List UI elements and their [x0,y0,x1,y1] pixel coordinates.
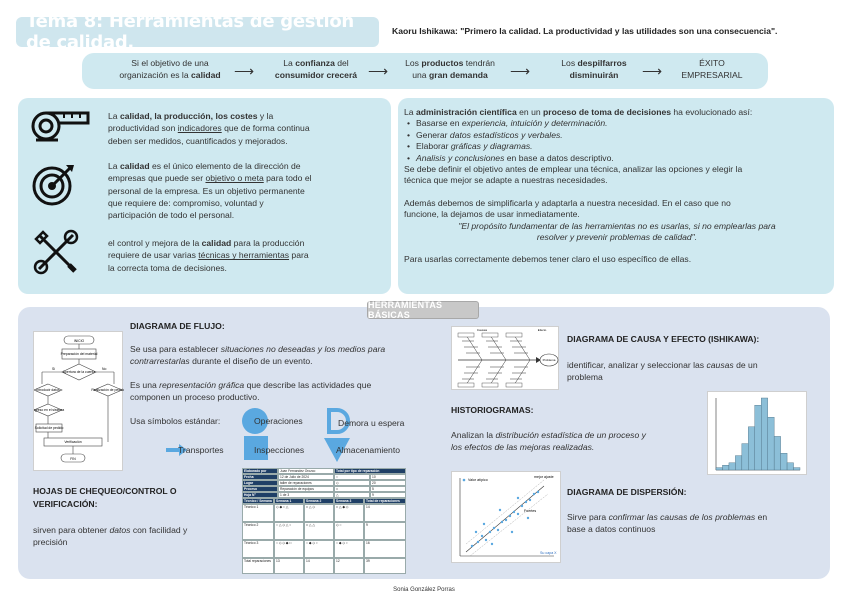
table-row [242,522,406,540]
quote-line-2: resolver y prevenir problemas de calidad". [536,232,698,243]
chequeo-text: sirven para obtener datos con facilidad y precisión [33,525,188,547]
flow-step-3: Los productos tendrán una gran demanda [405,58,495,80]
demora-label: Demora u espera [338,418,405,428]
almacenamiento-label: Almacenamiento [336,445,401,455]
table-cell: ◇ ○ [334,522,364,540]
evolution-list [404,118,830,164]
table-cell: Total de reparaciones [364,498,406,504]
list-item: • Analisis y conclusiones en base a datos descriptivo. [404,153,830,164]
check-sheet-table [242,468,406,572]
table-cell: 10 [370,474,406,480]
histo-bar [748,427,754,470]
thumb-no-label: No [102,367,107,371]
thumb-step-label: Ingreso en el sistema [34,408,65,412]
list-item: • Basarse en experiencia, intuición y determinación. [404,118,830,129]
thumb-strong-label: Fuertes [524,509,537,513]
table-cell: 13 [274,558,304,574]
tools-icon [33,229,79,277]
table-cell: Total reparaciones [242,558,274,574]
ishikawa-text: identificar, analizar y seleccionar las causas de un problema [567,360,758,382]
histo-title: HISTORIOGRAMAS: [451,405,534,415]
title-banner [16,11,379,53]
table-cell: 16 [364,540,406,558]
arrow-right-icon: ⟶ [368,63,389,79]
table-cell: Técnico 2 [242,522,274,540]
author-footer: Sonia González Porras [393,587,455,593]
table-cell: □ [334,486,370,492]
list-item: • Elaborar gráficas y diagramas. [404,141,830,152]
table-row [242,558,406,574]
flow-step-5: ÉXITO EMPRESARIAL [681,58,743,80]
thumb-causes-label: Causas [476,328,488,332]
flow-banner [82,53,768,89]
page-title: Tema 8: Herramientas de gestión de calidad. [26,11,354,53]
flow-step-4: Los despilfarros disminuirán [561,58,627,80]
table-cell: Técnico 1 [242,504,274,522]
table-cell: 12 [334,558,364,574]
table-cell: 39 [364,558,406,574]
table-cell: Semana 1 [274,498,304,504]
table-cell: Fecha [242,474,278,480]
inspecciones-label: Inspecciones [254,445,305,455]
flujo-text-1: Se usa para establecer situaciones no deseadas y los medios para contrarrestarlas durante el diseño de un evento. [130,344,386,366]
table-cell: Lugar [242,480,278,486]
thumb-effect-label: Efecto [537,328,547,332]
dispersion-title: DIAGRAMA DE DISPERSIÓN: [567,487,687,497]
thumb-yes-label: Sí [52,367,56,371]
arrow-right-icon: ⟶ [234,63,255,79]
table-cell: □ △ ◇ [304,504,334,522]
histo-bar [742,444,748,470]
table-cell: 14 [304,558,334,574]
table-cell: Reparación de equipos [278,486,334,492]
flujo-symbols-label: Usa símbolos estándar: [130,416,221,426]
tools-text: el control y mejora de la calidad para la producción requiere de usar varias técnicas y herramientas para la correcta toma de decisiones. [108,238,309,273]
table-cell: Técnico / Semana [242,498,274,504]
table-cell: Semana 2 [304,498,334,504]
histo-bar [735,456,741,470]
quote-line-1: "El propósito fundamentar de las herramientas no es usarlas, si no emplearlas para [458,220,776,231]
thumb-step-label: Solicitud de pedido [34,426,64,430]
ishikawa-title: DIAGRAMA DE CAUSA Y EFECTO (ISHIKAWA): [567,334,760,344]
dispersion-text: Sirve para confirmar las causas de los problemas en base a datos continuos [567,512,768,534]
table-cell: Total por tipo de reparación [334,468,406,474]
table-cell: ○ ◆ ◇ ○ [304,540,334,558]
table-cell: 14 [364,504,406,522]
histo-bar [722,465,728,470]
histo-bar [755,405,761,470]
histo-bar [716,468,722,470]
table-cell: Proceso [242,486,278,492]
table-cell: Hoja N° [242,492,278,498]
measuring-tape-icon [30,109,92,145]
table-cell: ◇ ◆ ○ △ [274,504,304,522]
target-icon [32,161,76,209]
flujo-text-2: Es una representación gráfica que describe las actividades que componen un proceso productivo. [130,380,372,402]
arrow-right-icon: ⟶ [510,63,531,79]
histo-bar [729,463,735,470]
thumb-start-label: INICIO [73,339,85,343]
histo-bar [774,436,780,470]
table-cell: taller de reparaciones [278,480,334,486]
transportes-label: Transportes [178,445,224,455]
table-row [242,504,406,522]
table-cell: Técnico 3 [242,540,274,558]
thumb-decision-label: Apertura de la cuenta [62,370,96,374]
list-item: • Generar datos estadísticos y verbales. [404,130,830,141]
scientific-admin-text: La administración científica en un proceso de toma de decisiones ha evolucionado así: • Basarse en experiencia, intuición y determinación. • Generar datos estadísticos y verbales. • Elaborar gráficas y diagramas. • Analisis y conclusiones en base a datos descriptivo. Se debe definir el objetivo antes de emplear una técnica, analizar las opciones y elegir la técnica que mejor se adapte a nuestras necesidades. Además debemos de simplificarla y adaptarla a nuestra necesidad. En el caso que no funcione, la dejamos de usar inmediatamente. "El propósito fundamentar de las herramientas no es usarlas, si no emplearlas para resolver y prevenir problemas de calidad". Para usarlas correctamente debemos tener claro el uso específico de ellas. [404,107,830,266]
histo-bar [794,468,800,470]
table-cell: 12 de Julio de 2024 [278,474,334,480]
thumb-step-label: Verificación [64,440,82,444]
table-cell: △ [334,492,370,498]
section-tag: HERRAMIENTAS BÁSICAS [367,301,479,319]
histo-text: Analizan la distribución estadística de un proceso y los efectos de las mejoras realizadas. [451,430,646,452]
flujo-title: DIAGRAMA DE FLUJO: [130,321,225,331]
table-cell: 9 [370,492,406,498]
chequeo-title-1: HOJAS DE CHEQUEO/CONTROL O [33,486,177,496]
table-cell: ◇ [334,480,370,486]
ishikawa-thumbnail [451,326,559,390]
table-cell: 5 [370,486,406,492]
thumb-step-label: Preparación del material [60,352,98,356]
flow-step-1: Si el objetivo de una organización es la calidad [119,58,221,80]
table-cell: ○ ◇ ◇ ◆ □ [274,540,304,558]
table-cell: Juan Fernandez Orozco [278,468,334,474]
histo-bar [787,463,793,470]
histo-bar [768,417,774,470]
table-cell: 9 [364,522,406,540]
table-cell: □ △ △ [304,522,334,540]
table-cell: ○ [334,474,370,480]
arrow-right-icon: ⟶ [642,63,663,79]
histo-bar [761,398,767,470]
flow-step-2: La confianza del consumidor crecerá [274,58,358,80]
thumb-end-label: FIN [70,457,76,461]
chequeo-title-2: VERIFICACIÓN: [33,499,98,509]
histo-bar [781,453,787,470]
table-cell: Elaborado por [242,468,278,474]
thumb-problem-label: Problema [542,358,556,362]
flowchart-thumbnail [33,331,123,471]
thumb-axis-label: Su capa X [540,551,557,555]
table-cell: ○ ◆ ◇ ○ [334,540,364,558]
table-cell: Semana 3 [334,498,364,504]
table-row [242,540,406,558]
table-cell: ○ △ ◇ △ ○ [274,522,304,540]
thumb-step-label: Introducir datos [36,388,60,392]
scatter-thumbnail [451,471,561,563]
thumb-outlier-label: Valor atípico [468,478,488,482]
histogram-thumbnail [707,391,807,475]
table-cell: □ △ ◆ ◇ [334,504,364,522]
operaciones-label: Operaciones [254,416,303,426]
quality-objective-text: La calidad es el único elemento de la dirección de empresas que puede ser objetivo o meta para todo el personal de la empresa. Es un objetivo permanente que requiere de: compromiso, voluntad y participación de todo el personal. [108,161,312,221]
table-cell: 20 [370,480,406,486]
thumb-step-label: Realización de pedido [91,388,124,392]
table-cell: 1 de 3 [278,492,334,498]
indicators-text: La calidad, la producción, los costes y la productividad son indicadores que de forma continua deben ser medidos, cuantificados y mejorados. [108,111,310,146]
ishikawa-quote: Kaoru Ishikawa: "Primero la calidad. La productividad y las utilidades son una consecuencia". [392,26,778,36]
thumb-fit-label: mejor ajuste [534,475,554,479]
